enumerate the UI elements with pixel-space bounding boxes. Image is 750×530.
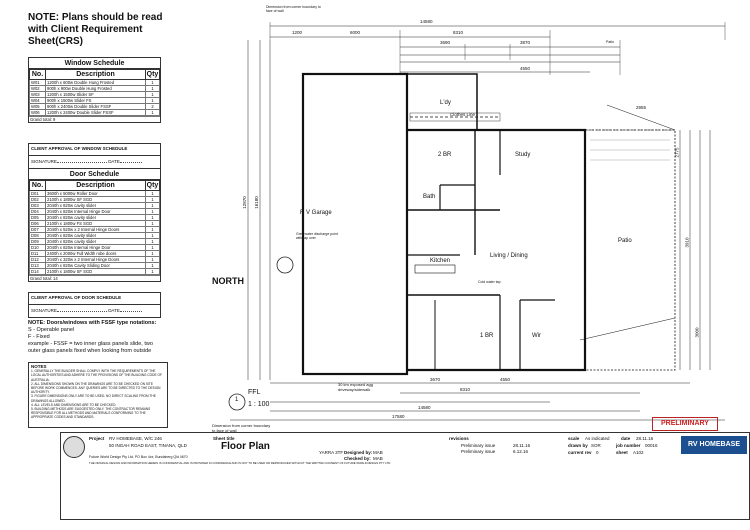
fssf-line-2: S - Operable panel <box>28 327 75 333</box>
row-description: 1200h x 2400w Double Slider FSSF <box>46 110 146 116</box>
note-item: 1. GENERALLY THE BUILDER SHALL COMPLY WITH THE REQUIREMENTS OF THE LOCAL AUTHORITIES AND ADHERE TO THE PROVISIONS OF THE BUILDING CODE OF AUSTRALIA. <box>31 369 162 382</box>
room-wir: Wir <box>532 333 541 339</box>
row-no: W03 <box>30 92 46 98</box>
sheet-value: A102 <box>633 450 644 455</box>
row-no: D11 <box>30 251 46 257</box>
scale-label: 1 : 100 <box>248 401 270 408</box>
col-qty: Qty <box>146 71 159 78</box>
row-description: 2040h x 820w cavity slider <box>46 233 146 239</box>
door-schedule <box>28 168 161 282</box>
left-dim-16180: 16180 <box>253 196 259 209</box>
row-qty: 1 <box>146 197 160 203</box>
brand-name: RV HOMEBASE <box>688 441 740 448</box>
bottom-dim-14580: 14580 <box>418 405 431 410</box>
col-no: No. <box>30 70 46 80</box>
row-no: D08 <box>30 233 46 239</box>
date-label: DATE <box>108 308 120 313</box>
dim-corner-note-bottom: Dimension from corner boundary to face of wall <box>212 423 271 433</box>
dim-corner-note-top: Dimension from corner boundary to face of wall <box>266 5 321 13</box>
note-item: 3. FIGURE DIMENSIONS ONLY ARE TO BE USED. NO DIRECT SCALING FROM THE DRAWINGS ALLOWED. <box>31 394 156 403</box>
door-schedule-table <box>29 180 160 275</box>
row-qty: 1 <box>146 245 160 251</box>
row-no: D12 <box>30 257 46 263</box>
revision-1-date: 28.11.16 <box>513 443 531 448</box>
job-number-label: job number <box>616 443 641 448</box>
row-description: 2040h x 820w cavity slider <box>46 239 146 245</box>
row-qty: 1 <box>146 86 160 92</box>
fssf-line-4: example - FSSF = two inner glass panels slide, two <box>28 341 153 347</box>
row-qty: 2 <box>146 104 160 110</box>
row-description: 900h x 1500w Slider FS <box>46 98 146 104</box>
row-qty: 1 <box>146 203 160 209</box>
row-description: 3600h x 5000w Roller Door <box>46 191 146 197</box>
current-rev-label: current rev <box>568 450 592 455</box>
fssf-note <box>28 320 168 355</box>
row-description: 1200h x 600w Double Hung Frosted <box>46 80 146 86</box>
note-item: 2. ALL DIMENSIONS SHOWN ON THE DRAWINGS ARE TO BE CHECKED ON SITE BEFORE WORK COMMENCES. ANY QUERIES ARE TO BE DIRECTED TO THE DESIGN AUTHORITY. <box>31 381 161 395</box>
row-description: 2040h x 820w Cavity Sliding Door <box>46 263 146 269</box>
grey-water-label: Grey water discharge point with tap over <box>296 232 338 240</box>
bottom-dim-3670: 3670 <box>430 377 441 382</box>
row-qty: 1 <box>146 98 160 104</box>
row-description: 2100h x 1800w SF SGD <box>46 197 146 203</box>
row-qty: 1 <box>146 191 160 197</box>
row-no: W01 <box>30 80 46 86</box>
date-label: date <box>621 436 631 441</box>
floor-plan-drawing <box>170 0 750 430</box>
drawn-by-value: SOR <box>591 443 601 448</box>
window-schedule-table <box>29 69 160 116</box>
col-description: Description <box>46 181 146 191</box>
row-description: 2040h x 820w cavity slider <box>46 203 146 209</box>
fssf-line-3: F - Fixed <box>28 334 50 340</box>
scale-value: As indicated <box>585 436 610 441</box>
room-garage: R V Garage <box>300 210 332 216</box>
sheet-title: Floor Plan <box>221 441 270 452</box>
revision-2: Preliminary issue <box>461 449 496 454</box>
sheet-title-label: Sheet title <box>213 436 235 441</box>
row-qty: 1 <box>146 221 160 227</box>
row-description: 2040h x 820w Internal Hinge Door <box>46 245 146 251</box>
door-schedule-title: Door Schedule <box>29 169 160 180</box>
ffl-label: FFL <box>248 389 261 396</box>
top-dim-6000: 6000 <box>350 30 361 35</box>
revision-2-date: 6.12.16 <box>513 449 529 454</box>
signature-label: SIGNATURE <box>31 308 57 313</box>
note-item: 5. BUILDING METHODS ARE SUGGESTED ONLY. THE CONTRACTOR REMAINS RESPONSIBLE FOR ALL METHODS AND MATERIALS CONFORMING TO THE APPROPRIATE CODES AND STANDARDS. <box>31 407 151 420</box>
fssf-line-5: outer glass panels fixed when looking from outside <box>28 348 152 354</box>
room-bed1: 1 BR <box>480 333 494 339</box>
row-qty: 1 <box>146 233 160 239</box>
table-row <box>30 110 160 116</box>
date-label: DATE <box>108 159 120 164</box>
cold-water-label: Cold water tap <box>478 280 501 284</box>
project-label: Project <box>89 436 105 441</box>
top-dim-3870: 3870 <box>520 40 531 45</box>
notes-title: NOTES <box>31 364 47 369</box>
col-no: No. <box>30 181 46 191</box>
brand-logo <box>681 436 747 454</box>
row-description: 2100h x 1800w SF SGD <box>46 269 146 275</box>
section-marker-icon <box>277 257 293 273</box>
right-dim-2775: 2775 <box>674 147 680 158</box>
row-qty: 1 <box>146 227 160 233</box>
table-row <box>30 269 160 275</box>
door-approval-box <box>28 292 161 318</box>
row-no: D10 <box>30 245 46 251</box>
fssf-line-1: NOTE: Doors/windows with FSSF type notations: <box>28 320 157 326</box>
project-name: RV HOMEBASE, W/C 246 <box>109 436 162 441</box>
door-grand-total: Grand total: 14 <box>29 275 160 281</box>
drawn-by-label: drawn by <box>568 443 588 448</box>
signature-label: SIGNATURE <box>31 159 57 164</box>
designed-by-value: MAB <box>373 450 383 455</box>
sheet-label: sheet <box>616 450 628 455</box>
room-bed2: 2 BR <box>438 152 452 158</box>
row-no: D04 <box>30 209 46 215</box>
window-approval-signature-row <box>29 156 160 168</box>
row-description: 2100h x 1800w FS SGD <box>46 221 146 227</box>
row-no: D07 <box>30 227 46 233</box>
window-grand-total: Grand total: 9 <box>29 116 160 122</box>
row-no: D01 <box>30 191 46 197</box>
right-dim-3000: 3000 <box>694 327 700 338</box>
top-dim-8310: 8310 <box>453 30 464 35</box>
plan-reading-note: NOTE: Plans should be read with Client Requirement Sheet(CRS) <box>28 12 163 47</box>
row-description: 2040h x 320w x 2 Internal Hinge Doors <box>46 257 146 263</box>
row-no: D09 <box>30 239 46 245</box>
driveway-label: 30 km exposed agg driveway/sidewalk <box>338 382 373 392</box>
preliminary-stamp: PRELIMINARY <box>652 417 718 431</box>
room-study: Study <box>515 152 531 158</box>
row-no: D06 <box>30 221 46 227</box>
row-description: 2400h x 2000w Full Width robe doors <box>46 251 146 257</box>
col-description: Description <box>46 70 146 80</box>
bottom-dim-4550: 4550 <box>500 377 511 382</box>
bottom-dim-8310: 8310 <box>460 387 471 392</box>
note-item: 4. ALL LEVELS AND DIMENSIONS ARE TO BE CHECKED. <box>31 402 117 407</box>
project-address: 50 INGAH ROAD EAST, TINANA, QLD <box>109 443 187 448</box>
title-block <box>60 432 750 520</box>
top-dim-overall: 14580 <box>420 19 433 24</box>
row-qty: 1 <box>146 110 160 116</box>
row-qty: 1 <box>146 257 160 263</box>
row-description: 900h x 2400w Double Slider FSSF <box>46 104 146 110</box>
row-qty: 1 <box>146 263 160 269</box>
col-qty: Qty <box>146 182 159 189</box>
row-qty: 1 <box>146 251 160 257</box>
firm-details: Future World Design Pty Ltd, PO Box 4xx, Bundaberg Qld 4670 <box>89 455 188 459</box>
top-dim-1200: 1200 <box>292 30 303 35</box>
view-number: 1 <box>235 397 239 403</box>
row-no: D03 <box>30 203 46 209</box>
date-value: 28.11.16 <box>636 436 654 441</box>
copyright-notice: THE ORIGINAL DESIGN AND INFORMATION HEREIN IS CONFIDENTIAL AND IS PROVIDED IN CONFIDENCE AND IS NOT TO BE USED OR REPRODUCED WITHOUT THE WRITTEN CONSENT OF FUTURE WORLD DESIGN PTY LTD <box>89 461 391 465</box>
row-no: W06 <box>30 110 46 116</box>
checked-by-label: Checked by: <box>344 456 371 461</box>
room-laundry: L'dy <box>440 100 451 106</box>
row-qty: 1 <box>146 209 160 215</box>
row-no: W05 <box>30 104 46 110</box>
general-notes <box>28 362 168 428</box>
revisions-label: revisions <box>449 436 469 441</box>
right-dim-3910: 3910 <box>684 237 690 248</box>
window-schedule <box>28 57 161 123</box>
current-rev-value: 0 <box>596 450 599 455</box>
row-qty: 1 <box>146 239 160 245</box>
checked-by-value: MAB <box>373 456 383 461</box>
revision-1: Preliminary issue <box>461 443 496 448</box>
window-approval-title: CLIENT APPROVAL OF WINDOW SCHEDULE <box>29 144 160 156</box>
designed-by-label: Designed by: <box>344 450 373 455</box>
window-schedule-title: Window Schedule <box>29 58 160 69</box>
row-qty: 1 <box>146 269 160 275</box>
scale-label: scale <box>568 436 580 441</box>
row-qty: 1 <box>146 92 160 98</box>
row-description: 2040h x 820w Internal Hinge Door <box>46 209 146 215</box>
row-no: D02 <box>30 197 46 203</box>
top-dim-3690: 3690 <box>440 40 451 45</box>
door-approval-signature-row <box>29 305 160 317</box>
bottom-dim-17580: 17580 <box>392 414 405 419</box>
row-description: 1200h x 1500w Slider SF <box>46 92 146 98</box>
left-dim-12870: 12870 <box>241 196 247 209</box>
row-qty: 1 <box>146 215 160 221</box>
job-number-value: 00016 <box>645 443 658 448</box>
door-approval-title: CLIENT APPROVAL OF DOOR SCHEDULE <box>29 293 160 305</box>
row-description: 900h x 900w Double Hung Frosted <box>46 86 146 92</box>
top-dim-2955: 2955 <box>636 105 647 110</box>
row-no: D13 <box>30 263 46 269</box>
row-no: D14 <box>30 269 46 275</box>
row-no: D05 <box>30 215 46 221</box>
room-living: Living / Dining <box>490 253 528 259</box>
patio-top-label: Patio <box>606 40 614 44</box>
room-bath: Bath <box>423 194 436 200</box>
row-description: 2040h x 820w cavity slider <box>46 215 146 221</box>
top-dim-4550: 4550 <box>520 66 531 71</box>
window-approval-box <box>28 143 161 169</box>
room-kitchen: Kitchen <box>430 258 451 264</box>
row-no: W04 <box>30 98 46 104</box>
row-description: 2040h x 520w x 2 Internal Hinge Doors <box>46 227 146 233</box>
room-patio: Patio <box>618 238 632 244</box>
row-no: W02 <box>30 86 46 92</box>
clothes-line-label: Clothes Line <box>450 112 476 117</box>
row-qty: 1 <box>146 80 160 86</box>
company-logo <box>63 436 85 458</box>
client-code: YARRA 3TF <box>319 450 344 455</box>
north-label: NORTH <box>212 276 244 286</box>
